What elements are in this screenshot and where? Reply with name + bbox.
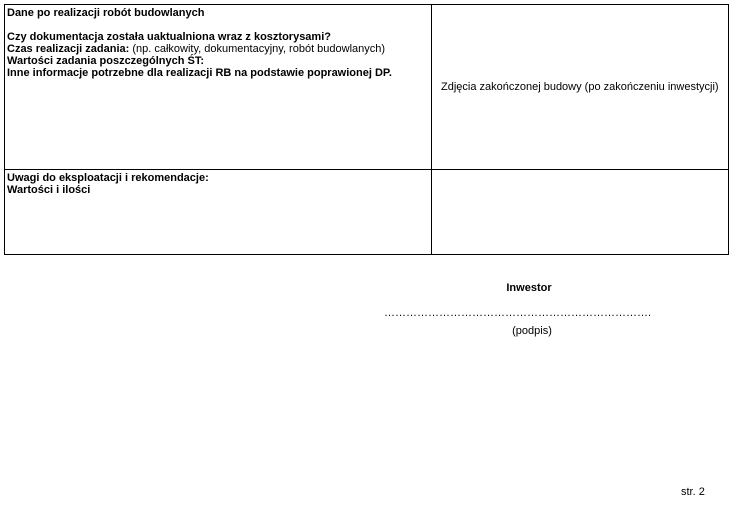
investor-signature-block	[380, 282, 680, 337]
remarks-heading: Uwagi do eksploatacji i rekomendacje:	[7, 172, 209, 184]
empty-cell	[431, 170, 728, 255]
photos-label: Zdjęcia zakończonej budowy (po zakończeniu inwestycji)	[440, 81, 719, 93]
photos-cell	[431, 5, 728, 170]
page-number: str. 2	[681, 486, 705, 498]
duration-label: Czas realizacji zadania:	[7, 43, 130, 55]
report-form-table	[4, 4, 729, 255]
other-info-label: Inne informacje potrzebne dla realizacji RB na podstawie poprawionej DP.	[7, 67, 392, 79]
post-construction-heading: Dane po realizacji robót budowlanych	[7, 7, 205, 19]
duration-line	[7, 43, 429, 55]
remarks-cell	[5, 170, 432, 255]
remarks-subheading: Wartości i ilości	[7, 184, 91, 196]
signature-caption: (podpis)	[512, 325, 552, 337]
documentation-updated-question: Czy dokumentacja została uaktualniona wraz z kosztorysami?	[7, 31, 331, 43]
values-label: Wartości zadania poszczególnych ŚT:	[7, 55, 205, 67]
post-construction-data-cell	[5, 5, 432, 170]
table-row	[5, 170, 729, 255]
investor-title: Inwestor	[506, 282, 552, 294]
signature-line: ……………………………………………………………….	[384, 307, 652, 319]
duration-note: (np. całkowity, dokumentacyjny, robót budowlanych)	[129, 43, 386, 55]
table-row	[5, 5, 729, 170]
